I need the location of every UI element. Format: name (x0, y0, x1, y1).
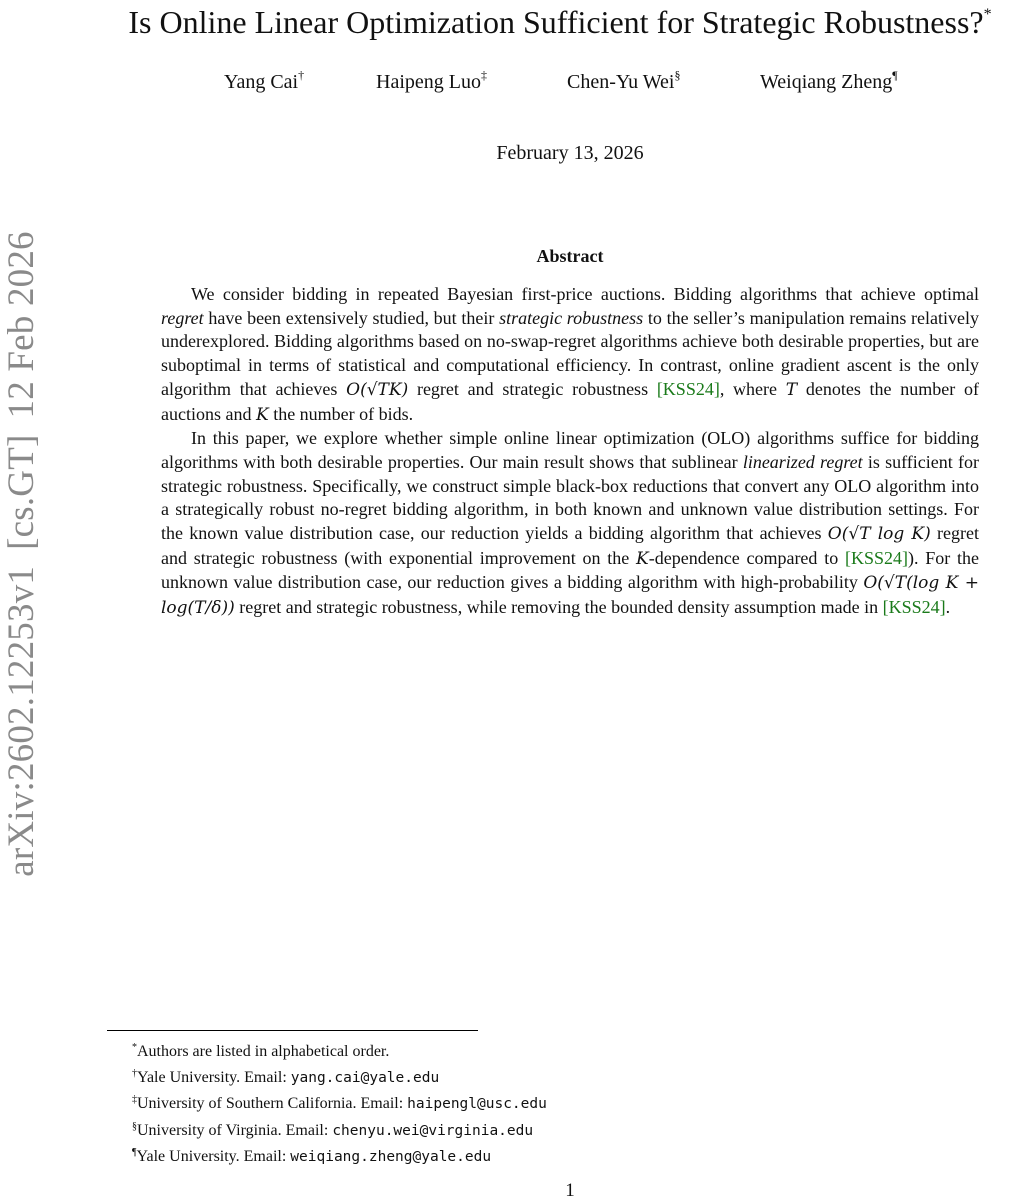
math-expression: O(√TK) (346, 379, 409, 400)
math-expression: O(√T log K) (827, 524, 931, 545)
abstract-text: ). For the unknown value distribution case, our reduction gives a bidding algorithm with high-probability (161, 547, 980, 593)
email-link[interactable]: yang.cai@yale.edu (290, 1070, 440, 1087)
footnote (132, 1089, 832, 1115)
footnote-mark: § (132, 1120, 137, 1132)
footnote (132, 1116, 832, 1142)
footnote (132, 1037, 832, 1063)
author-name: Haipeng Luo (376, 71, 481, 93)
email-link[interactable]: weiqiang.zheng@yale.edu (290, 1148, 492, 1165)
author-name: Weiqiang Zheng (760, 71, 893, 93)
emphasis-linearized-regret: linearized regret (742, 451, 863, 472)
arxiv-sidebar-identifier (0, 194, 44, 914)
citation-link[interactable]: [KSS24] (882, 597, 946, 618)
footnote-text: University of Virginia. Email: (137, 1121, 333, 1139)
arxiv-date: 12 Feb 2026 (1, 231, 42, 419)
citation-link[interactable]: [KSS24] (844, 547, 908, 568)
citation-link[interactable]: [KSS24] (656, 378, 720, 399)
footnote-mark: ‡ (132, 1094, 137, 1106)
abstract-paragraph (161, 427, 979, 621)
emphasis-regret: regret (161, 307, 204, 328)
email-link[interactable]: chenyu.wei@virginia.edu (332, 1122, 534, 1139)
footnote-text: University of Southern California. Email: (137, 1095, 408, 1113)
abstract-text: regret and strategic robustness (408, 378, 657, 399)
abstract-body (161, 283, 979, 621)
arxiv-id[interactable]: arXiv:2602.12253v1 (1, 565, 42, 877)
footnote-mark: † (132, 1068, 137, 1080)
author (376, 62, 487, 95)
author-footnote-mark[interactable]: § (674, 68, 681, 82)
author-footnote-mark[interactable]: ¶ (892, 68, 898, 82)
abstract-text: is sufficient for strategic robustness. Specifically, we construct simple black-box reductions that convert any OLO algorithm into a strategically robust no-regret bidding algorithm, in both known and unknown value distribution settings. For the known value distribution case, our reduction yields a bidding algorithm that achieves (161, 451, 979, 544)
footnote-mark: * (132, 1042, 137, 1053)
page-number: 1 (565, 1180, 575, 1201)
footnote-text: Authors are listed in alphabetical order. (137, 1043, 390, 1060)
abstract-text: -dependence compared to (648, 547, 845, 568)
abstract-text: We consider bidding in repeated Bayesian first-price auctions. Bidding algorithms that achieve optimal (191, 284, 979, 304)
emphasis-strategic-robustness: strategic robustness (499, 307, 644, 328)
abstract-text: to the seller’s manipulation remains relatively underexplored. Bidding algorithms based on no-swap-regret algorithms achieve both desirable properties, but are suboptimal in terms of statistical and computational efficiency. In contrast, online gradient ascent is the only algorithm that achieves (161, 307, 979, 399)
paper-title (60, 0, 1035, 41)
arxiv-category: [cs.GT] (1, 434, 42, 550)
footnote (132, 1063, 832, 1089)
abstract-text: . (945, 597, 951, 618)
abstract-text: regret and strategic robustness, while removing the bounded density assumption made in (234, 597, 883, 618)
math-expression: T (785, 379, 798, 400)
footnote-divider (107, 1030, 478, 1031)
paper-date: February 13, 2026 (496, 142, 644, 164)
author-name: Yang Cai (224, 71, 299, 93)
abstract-text: have been extensively studied, but their (203, 307, 500, 328)
author (224, 62, 304, 95)
email-link[interactable]: haipengl@usc.edu (407, 1096, 547, 1113)
footnotes (132, 1037, 832, 1168)
author-name: Chen-Yu Wei (567, 71, 675, 93)
abstract-text: regret and strategic robustness (with exponential improvement on the (161, 523, 979, 568)
footnote-mark: ¶ (132, 1146, 137, 1158)
abstract-text: the number of bids. (268, 403, 414, 424)
author-footnote-mark[interactable]: † (298, 68, 305, 82)
abstract-text: In this paper, we explore whether simple online linear optimization (OLO) algorithms suffice for bidding algorithms with both desirable properties. Our main result shows that sublinear (161, 428, 979, 472)
abstract-heading: Abstract (536, 246, 604, 266)
author-list (0, 62, 1035, 92)
author (760, 62, 898, 95)
footnote (132, 1142, 832, 1168)
math-expression: K (636, 548, 649, 569)
abstract-text: denotes the number of auctions and (161, 378, 979, 424)
footnote-text: Yale University. Email: (137, 1069, 291, 1087)
abstract-text: , where (719, 378, 786, 399)
paper-title-text: Is Online Linear Optimization Sufficient for Strategic Robustness? (128, 4, 984, 40)
author (567, 62, 680, 95)
math-expression: O(√T(log K + log(T/δ)) (161, 573, 979, 619)
title-footnote-mark[interactable]: * (983, 6, 992, 23)
abstract-paragraph (161, 283, 979, 427)
footnote-text: Yale University. Email: (136, 1147, 291, 1165)
author-footnote-mark[interactable]: ‡ (480, 68, 487, 82)
math-expression: K (255, 404, 269, 425)
